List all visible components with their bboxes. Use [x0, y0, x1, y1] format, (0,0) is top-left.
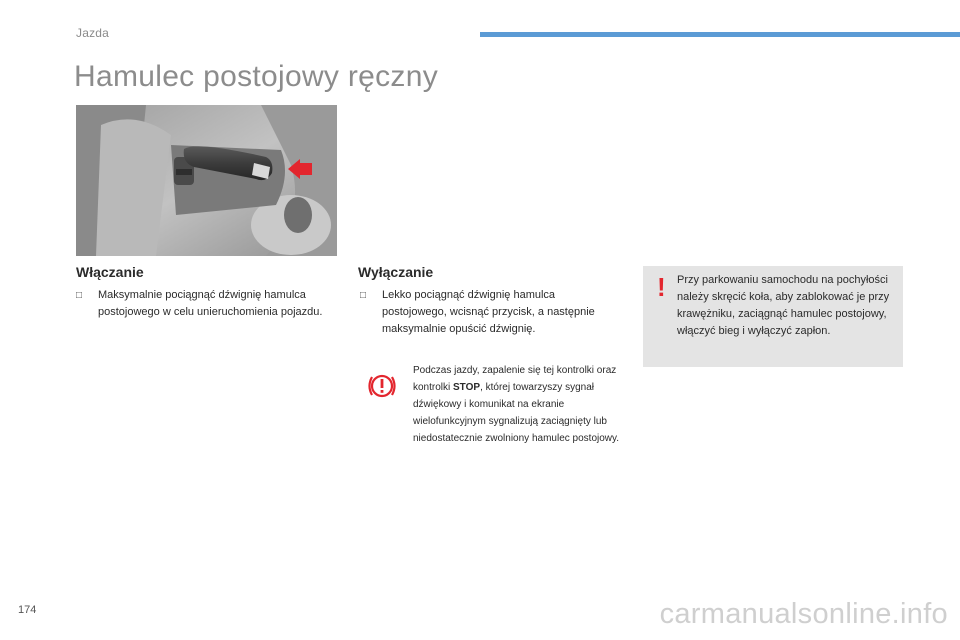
release-heading: Wyłączanie	[358, 264, 434, 280]
header-rule	[480, 32, 960, 37]
exclamation-icon: !	[657, 272, 666, 302]
handbrake-photo	[76, 105, 337, 256]
page-title: Hamulec postojowy ręczny	[74, 60, 439, 93]
brake-warning-light-icon	[366, 370, 398, 402]
engage-heading: Włączanie	[76, 264, 144, 280]
watermark: carmanualsonline.info	[659, 598, 948, 630]
note-text-part2: , której towarzyszy sygnał dźwiękowy i komunikat na ekranie wielofunkcyjnym sygnalizują zaciągnięty lub niedostatecznie zwolniony hamulec postojowy.	[413, 382, 620, 444]
release-instruction	[360, 287, 600, 338]
checkbox-bullet-icon: □	[76, 290, 83, 301]
release-instruction-text: Lekko pociągnąć dźwignię hamulca postojowego, wcisnąć przycisk, a następnie maksymalnie opuścić dźwignię.	[382, 289, 595, 335]
parking-warning-box	[643, 266, 903, 367]
engage-instruction	[76, 287, 336, 321]
section-label: Jazda	[76, 26, 110, 40]
page-number: 174	[18, 604, 37, 616]
stop-label: STOP	[453, 382, 481, 393]
checkbox-bullet-icon: □	[360, 290, 367, 301]
note-text-part1: Podczas jazdy, zapalenie się tej kontrolki oraz kontrolki	[413, 365, 617, 393]
engage-instruction-text: Maksymalnie pociągnąć dźwignię hamulca postojowego w celu unieruchomienia pojazdu.	[98, 289, 323, 318]
warning-light-note	[413, 362, 623, 447]
parking-warning-text: Przy parkowaniu samochodu na pochyłości należy skręcić koła, aby zablokować je przy krawężniku, zaciągnąć hamulec postojowy, włączyć bieg i wyłączyć zapłon.	[677, 274, 890, 337]
